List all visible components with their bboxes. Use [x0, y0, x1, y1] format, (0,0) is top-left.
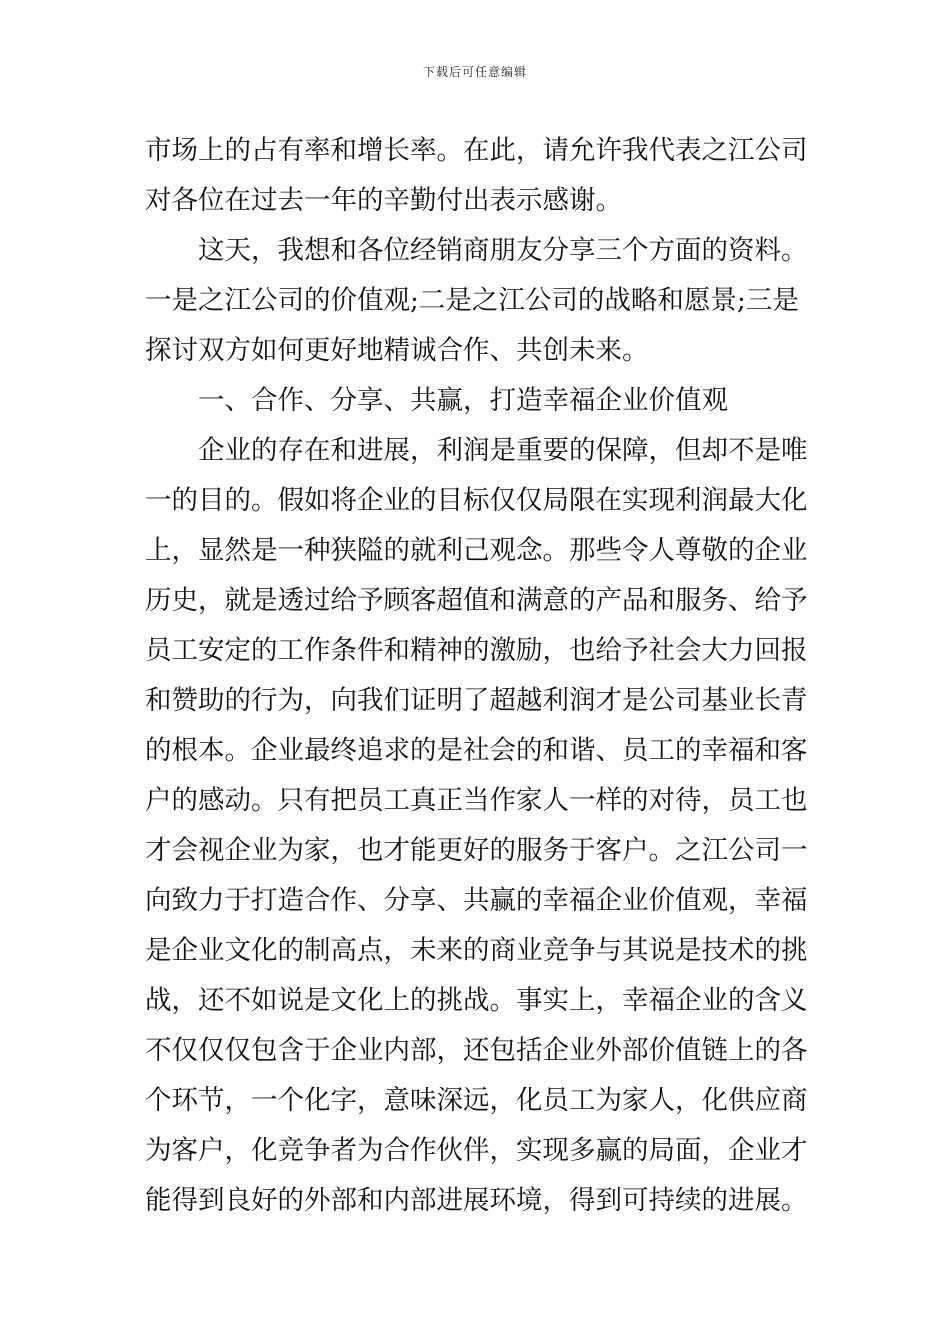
text-line: 为客户，化竞争者为合作伙伴，实现多赢的局面，企业才: [145, 1135, 808, 1166]
document-body: [145, 126, 815, 1226]
text-line: 一的目的。假如将企业的目标仅仅局限在实现利润最大化: [145, 485, 808, 516]
text-line: 员工安定的工作条件和精神的激励，也给予社会大力回报: [145, 635, 808, 666]
text-line: 的根本。企业最终追求的是社会的和谐、员工的幸福和客: [145, 735, 808, 766]
text-line: 一是之江公司的价值观;二是之江公司的战略和愿景;三是: [145, 285, 799, 316]
text-line: 对各位在过去一年的辛勤付出表示感谢。: [145, 185, 622, 216]
text-line: 个环节，一个化字，意味深远，化员工为家人，化供应商: [145, 1085, 808, 1116]
text-line: 能得到良好的外部和内部进展环境，得到可持续的进展。: [145, 1185, 808, 1216]
paragraph-start-line: 企业的存在和进展，利润是重要的保障，但却不是唯: [198, 435, 808, 466]
text-line: 户的感动。只有把员工真正当作家人一样的对待，员工也: [145, 785, 808, 816]
text-line: 才会视企业为家，也才能更好的服务于客户。之江公司一: [145, 835, 808, 866]
text-line: 市场上的占有率和增长率。在此，请允许我代表之江公司: [145, 135, 808, 166]
text-line: 历史，就是透过给予顾客超值和满意的产品和服务、给予: [145, 585, 808, 616]
section-heading: 一、合作、分享、共赢，打造幸福企业价值观: [198, 385, 728, 416]
page-header: 下载后可任意编辑: [422, 65, 527, 79]
text-line: 战，还不如说是文化上的挑战。事实上，幸福企业的含义: [145, 985, 808, 1016]
text-line: 不仅仅仅包含于企业内部，还包括企业外部价值链上的各: [145, 1035, 808, 1066]
text-line: 和赞助的行为，向我们证明了超越利润才是公司基业长青: [145, 685, 808, 716]
text-line: 向致力于打造合作、分享、共赢的幸福企业价值观，幸福: [145, 885, 808, 916]
text-line: 是企业文化的制高点，未来的商业竞争与其说是技术的挑: [145, 935, 808, 966]
paragraph-start-line: 这天，我想和各位经销商朋友分享三个方面的资料。: [198, 235, 808, 266]
text-line: 探讨双方如何更好地精诚合作、共创未来。: [145, 335, 649, 366]
text-line: 上，显然是一种狭隘的就利己观念。那些令人尊敬的企业: [145, 535, 808, 566]
